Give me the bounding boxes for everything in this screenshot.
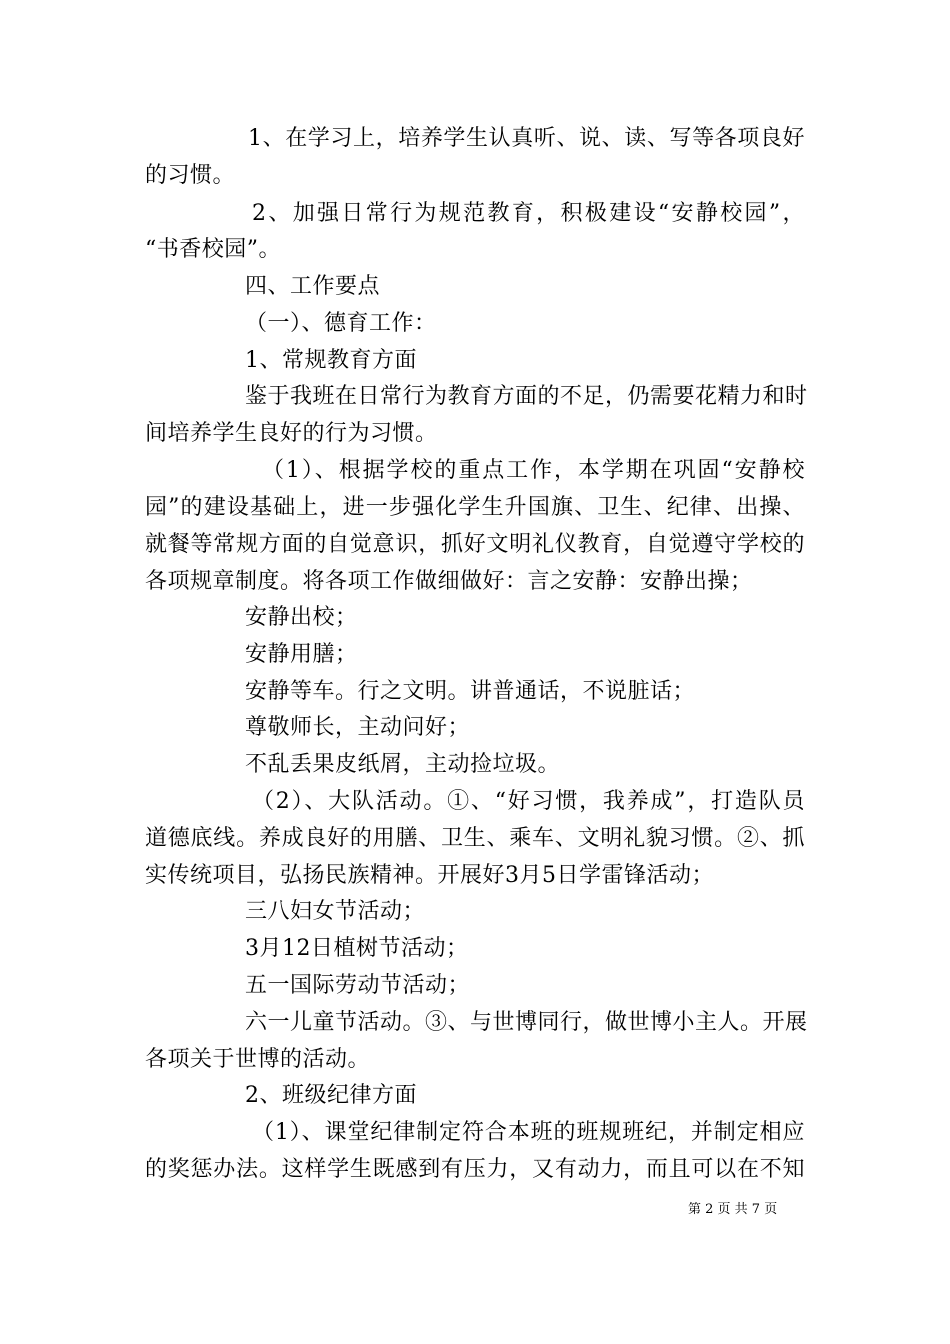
paragraph-line: （2）、大队活动。①、“好习惯，我养成”，打造队员 (252, 789, 805, 814)
item-heading: 1、常规教育方面 (245, 348, 417, 373)
paragraph-line: 六一儿童节活动。③、与世博同行，做世博小主人。开展 (245, 1010, 808, 1035)
paragraph-line: 各项关于世博的活动。 (145, 1047, 371, 1072)
paragraph-line: 间培养学生良好的行为习惯。 (145, 421, 438, 446)
item-heading: 2、班级纪律方面 (245, 1083, 417, 1108)
page-number-footer: 第 2 页 共 7 页 (688, 1202, 778, 1217)
paragraph-line: 尊敬师长，主动问好； (245, 715, 471, 740)
paragraph-line: 三八妇女节活动； (245, 899, 426, 924)
paragraph-line: （1）、课堂纪律制定符合本班的班规班纪，并制定相应 (252, 1120, 805, 1145)
paragraph-line: 的奖惩办法。这样学生既感到有压力，又有动力，而且可以在不知 (145, 1157, 805, 1182)
paragraph-line: 各项规章制度。将各项工作做细做好：言之安静：安静出操； (145, 569, 753, 594)
paragraph-line: 安静出校； (245, 605, 358, 630)
paragraph-line: 实传统项目，弘扬民族精神。开展好3月5日学雷锋活动； (145, 863, 714, 888)
paragraph-line: 五一国际劳动节活动； (245, 973, 471, 998)
paragraph-line: 道德底线。养成良好的用膳、卫生、乘车、文明礼貌习惯。②、抓 (145, 826, 805, 851)
paragraph-line: 就餐等常规方面的自觉意识，抓好文明礼仪教育，自觉遵守学校的 (145, 532, 805, 557)
paragraph-line: 的习惯。 (145, 163, 236, 188)
paragraph-line: 园”的建设基础上，进一步强化学生升国旗、卫生、纪律、出操、 (145, 495, 805, 520)
paragraph-line: （1）、根据学校的重点工作，本学期在巩固“安静校 (262, 458, 805, 483)
paragraph-line: 2、加强日常行为规范教育，积极建设“安静校园”， (252, 201, 805, 226)
paragraph-line: “书香校园”。 (145, 237, 281, 262)
paragraph-line: 3月12日植树节活动； (245, 936, 469, 961)
paragraph-line: 1、在学习上，培养学生认真听、说、读、写等各项良好 (248, 126, 805, 151)
paragraph-line: 鉴于我班在日常行为教育方面的不足，仍需要花精力和时 (245, 384, 808, 409)
paragraph-line: 安静用膳； (245, 642, 358, 667)
subsection-heading: （一）、德育工作： (245, 311, 437, 336)
paragraph-line: 不乱丢果皮纸屑，主动捡垃圾。 (245, 752, 561, 777)
paragraph-line: 安静等车。行之文明。讲普通话，不说脏话； (245, 679, 696, 704)
section-heading: 四、工作要点 (245, 274, 381, 299)
